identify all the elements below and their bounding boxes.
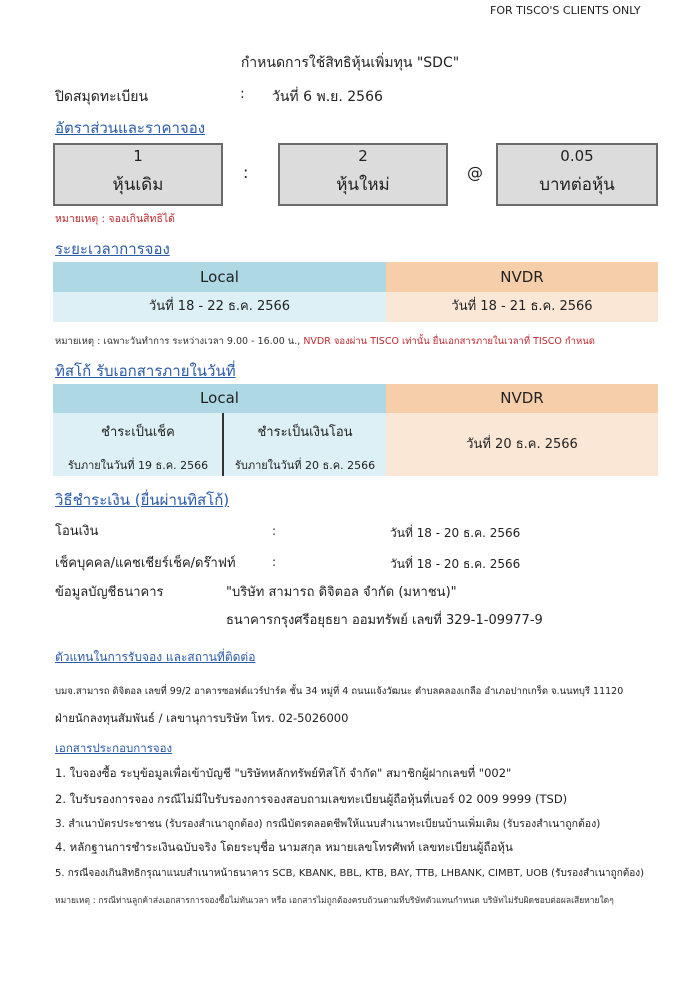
ratio-note: หมายเหตุ : จองเกินสิทธิได้ [55,213,175,225]
new-shares-number: 2 [358,147,368,165]
payment-cheque-colon: : [272,555,277,569]
document-item-2: 2. ใบรับรองการจอง กรณีไม่มีใบรับรองการจองสอบถามเลขทะเบียนผู้ถือหุ้นที่เบอร์ 02 009 9999 (TSD) [55,792,568,806]
document-item-5: 5. กรณีจองเกินสิทธิกรุณาแนบสำเนาหน้าธนาคาร SCB, KBANK, BBL, KTB, BAY, TTB, LHBANK, CIMBT, UOB (รับรองสำเนาถูกต้อง) [55,868,645,879]
period-note-nvdr: NVDR จองผ่าน TISCO เท่านั้น ยื่นเอกสารภายในเวลาที่ TISCO กำหนด [303,336,595,347]
payment-heading: วิธีชำระเงิน (ยื่นผ่านทิสโก้) [55,491,230,509]
document-item-1: 1. ใบจองซื้อ ระบุข้อมูลเพื่อเข้าบัญชี "บริษัทหลักทรัพย์ทิสโก้ จำกัด" สมาชิกผู้ฝากเลขที่ "002" [55,766,512,780]
bank-account-name: "บริษัท สามารถ ดิจิตอล จำกัด (มหาชน)" [226,585,457,600]
period-nvdr-header: NVDR [386,262,658,292]
receipt-local-header: Local [53,384,386,413]
period-local-header: Local [53,262,386,292]
period-nvdr-value: วันที่ 18 - 21 ธ.ค. 2566 [386,292,658,322]
book-close-colon: : [240,86,245,102]
payment-cheque-label: เช็คบุคคล/แคชเชียร์เช็ค/ดร๊าฟท์ [55,556,236,571]
receipt-transfer-label: ชำระเป็นเงินโอน [257,425,353,440]
document-item-3: 3. สำเนาบัตรประชาชน (รับรองสำเนาถูกต้อง) กรณีบัตรตลอดชีพให้แนบสำเนาทะเบียนบ้านเพิ่มเติม (รับรองสำเนาถูกต้อง) [55,818,601,830]
book-close-label: ปิดสมุดทะเบียน [55,89,149,105]
document-title: กำหนดการใช้สิทธิหุ้นเพิ่มทุน "SDC" [240,55,460,71]
period-note [55,334,695,349]
bank-info-label: ข้อมูลบัญชีธนาคาร [55,585,164,600]
receipt-nvdr-value: วันที่ 20 ธ.ค. 2566 [386,413,658,476]
bank-account-detail: ธนาคารกรุงศรีอยุธยา ออมทรัพย์ เลขที่ 329-1-09977-9 [226,613,543,628]
new-shares-label: หุ้นใหม่ [336,175,390,195]
receipt-nvdr-header: NVDR [386,384,658,413]
period-local-value: วันที่ 18 - 22 ธ.ค. 2566 [53,292,386,322]
at-sign: @ [467,163,483,182]
payment-cheque-value: วันที่ 18 - 20 ธ.ค. 2566 [390,557,521,571]
payment-transfer-value: วันที่ 18 - 20 ธ.ค. 2566 [390,526,521,540]
ratio-heading: อัตราส่วนและราคาจอง [55,119,206,137]
document-receipt-heading: ทิสโก้ รับเอกสารภายในวันที่ [55,362,236,380]
subscription-period-heading: ระยะเวลาการจอง [55,240,170,258]
receipt-cheque-date: รับภายในวันที่ 19 ธ.ค. 2566 [67,459,209,472]
agent-address: บมจ.สามารถ ดิจิตอล เลขที่ 99/2 อาคารซอฟต์แวร์ปาร์ค ชั้น 34 หมู่ที่ 4 ถนนแจ้งวัฒนะ ตำบลคลองเกลือ อำเภอปากเกร็ด จ.นนทบุรี 11120 [55,686,624,697]
payment-transfer-label: โอนเงิน [55,524,99,539]
receipt-cheque-label: ชำระเป็นเช็ค [101,425,175,440]
book-close-value: วันที่ 6 พ.ย. 2566 [272,89,383,105]
price-number: 0.05 [560,147,594,165]
header-note: FOR TISCO'S CLIENTS ONLY [490,4,641,17]
price-box [496,143,658,206]
receipt-transfer-date: รับภายในวันที่ 20 ธ.ค. 2566 [234,459,376,472]
documents-heading: เอกสารประกอบการจอง [55,741,173,755]
ratio-separator: : [243,163,249,182]
price-label: บาทต่อหุ้น [539,175,615,195]
payment-transfer-colon: : [272,524,277,538]
old-shares-label: หุ้นเดิม [112,175,164,195]
new-shares-box [278,143,448,206]
agent-heading: ตัวแทนในการรับจอง และสถานที่ติดต่อ [55,650,256,664]
period-note-text: หมายเหตุ : เฉพาะวันทำการ ระหว่างเวลา 9.00 - 16.00 น., [55,336,304,347]
old-shares-box [53,143,223,206]
receipt-cheque-cell [53,413,223,476]
documents-footnote: หมายเหตุ : กรณีท่านลูกค้าส่งเอกสารการจองซื้อไม่ทันเวลา หรือ เอกสารไม่ถูกต้องครบถ้วนตามที่บริษัทตัวแทนกำหนด บริษัทไม่รับผิดชอบต่อผลเสียหายใดๆ [55,896,614,906]
document-item-4: 4. หลักฐานการชำระเงินฉบับจริง โดยระบุชื่อ นามสกุล หมายเลขโทรศัพท์ เลขทะเบียนผู้ถือหุ้น [55,840,513,854]
agent-contact: ฝ่ายนักลงทุนสัมพันธ์ / เลขานุการบริษัท โทร. 02-5026000 [55,711,349,725]
receipt-transfer-cell [224,413,386,476]
old-shares-number: 1 [133,147,143,165]
